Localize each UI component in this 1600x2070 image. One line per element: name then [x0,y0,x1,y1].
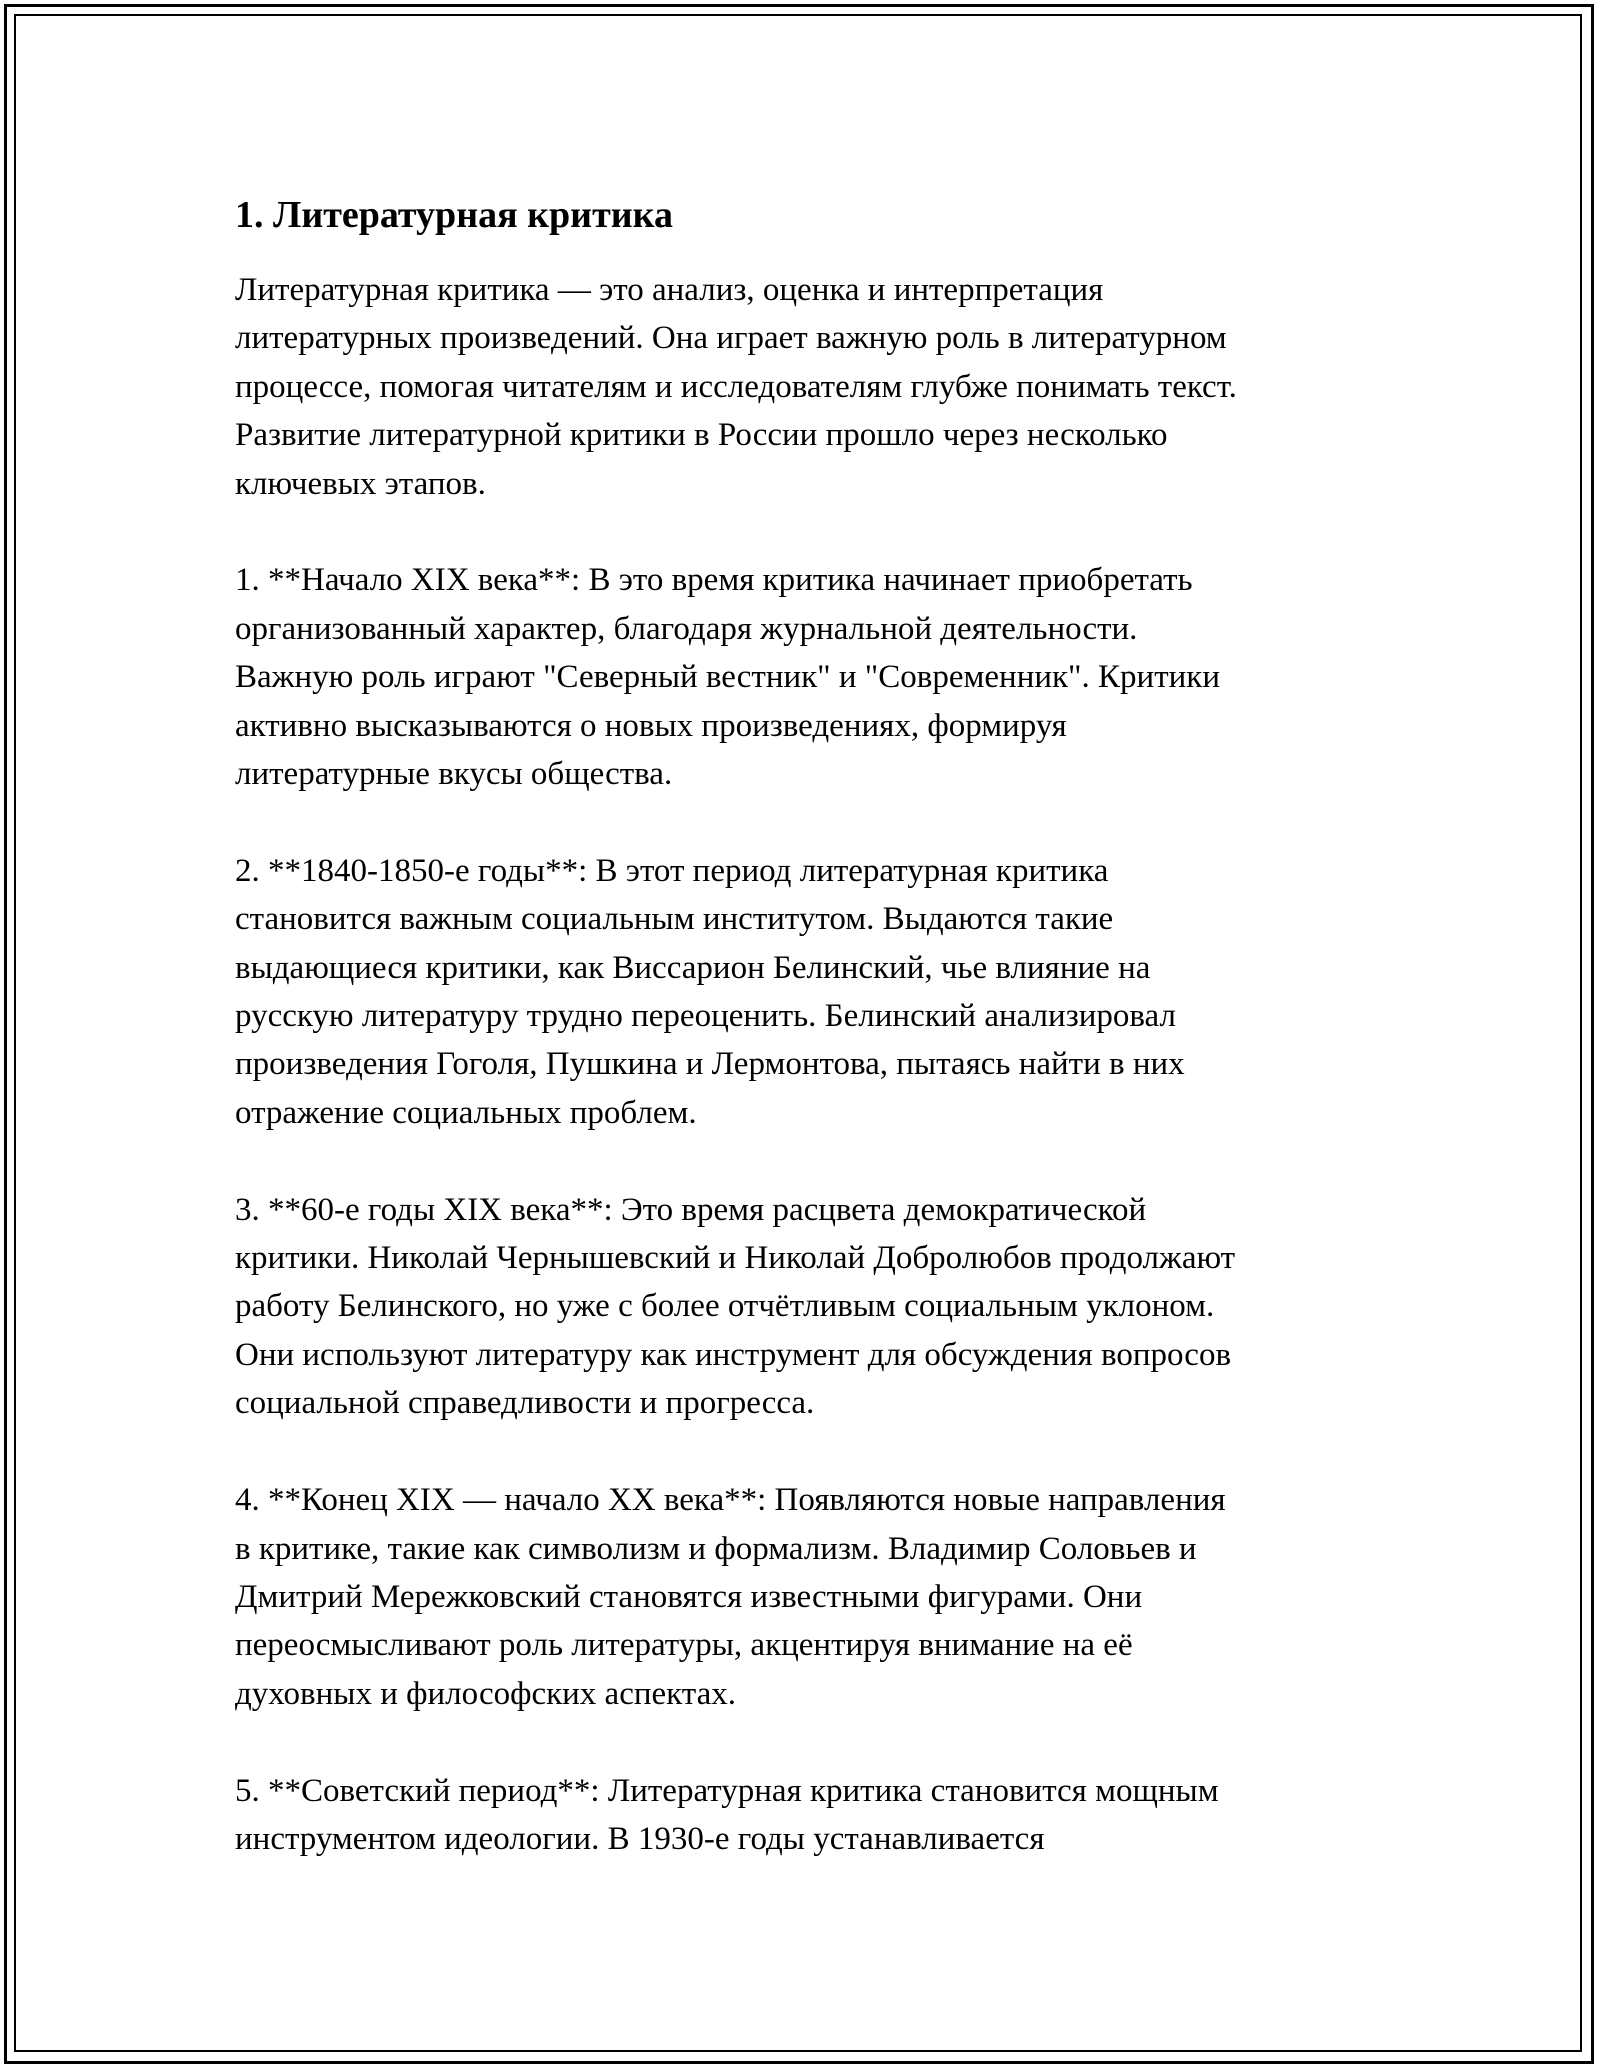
text-line: процессе, помогая читателям и исследователям глубже понимать текст. [235,368,1237,405]
text-line: 2. **1840-1850-е годы**: В этот период литературная критика [235,852,1109,889]
stage-4-paragraph [235,1476,1375,1718]
text-line: духовных и философских аспектах. [235,1675,736,1712]
text-line: Дмитрий Мережковский становятся известными фигурами. Они [235,1578,1143,1615]
stage-2-paragraph [235,847,1375,1137]
text-line: отражение социальных проблем. [235,1094,697,1131]
stage-3-paragraph [235,1186,1375,1428]
stage-5-paragraph [235,1767,1375,1864]
text-line: инструментом идеологии. В 1930-е годы устанавливается [235,1820,1045,1857]
text-line: произведения Гоголя, Пушкина и Лермонтова, пытаясь найти в них [235,1046,1185,1083]
text-line: активно высказываются о новых произведениях, формируя [235,707,1067,744]
text-line: 1. **Начало XIX века**: В это время критика начинает приобретать [235,562,1193,599]
text-line: выдающиеся критики, как Виссарион Белинский, чье влияние на [235,949,1151,986]
text-line: 5. **Советский период**: Литературная критика становится мощным [235,1772,1219,1809]
stage-1-paragraph [235,556,1375,798]
text-line: 4. **Конец XIX — начало XX века**: Появляются новые направления [235,1482,1226,1519]
text-line: русскую литературу трудно переоценить. Белинский анализировал [235,998,1176,1035]
text-line: литературные вкусы общества. [235,756,673,793]
text-line: в критике, такие как символизм и формализм. Владимир Соловьев и [235,1530,1197,1567]
text-line: Важную роль играют "Северный вестник" и "Современник". Критики [235,659,1220,696]
text-line: Литературная критика — это анализ, оценка и интерпретация [235,272,1104,308]
intro-paragraph [235,266,1375,508]
text-line: работу Белинского, но уже с более отчётливым социальным уклоном. [235,1288,1215,1325]
text-line: Развитие литературной критики в России прошло через несколько [235,417,1168,454]
document-body [235,190,1375,1912]
text-line: социальной справедливости и прогресса. [235,1385,815,1422]
text-line: переосмысливают роль литературы, акцентируя внимание на её [235,1627,1133,1664]
text-line: критики. Николай Чернышевский и Николай Добролюбов продолжают [235,1240,1236,1277]
text-line: ключевых этапов. [235,465,486,502]
text-line: 3. **60-е годы XIX века**: Это время расцвета демократической [235,1191,1147,1228]
text-line: организованный характер, благодаря журнальной деятельности. [235,610,1138,647]
text-line: Они используют литературу как инструмент для обсуждения вопросов [235,1336,1232,1373]
text-line: становится важным социальным институтом. Выдаются такие [235,901,1114,938]
text-line: литературных произведений. Она играет важную роль в литературном [235,320,1227,357]
document-title: 1. Литературная критика [235,194,673,236]
